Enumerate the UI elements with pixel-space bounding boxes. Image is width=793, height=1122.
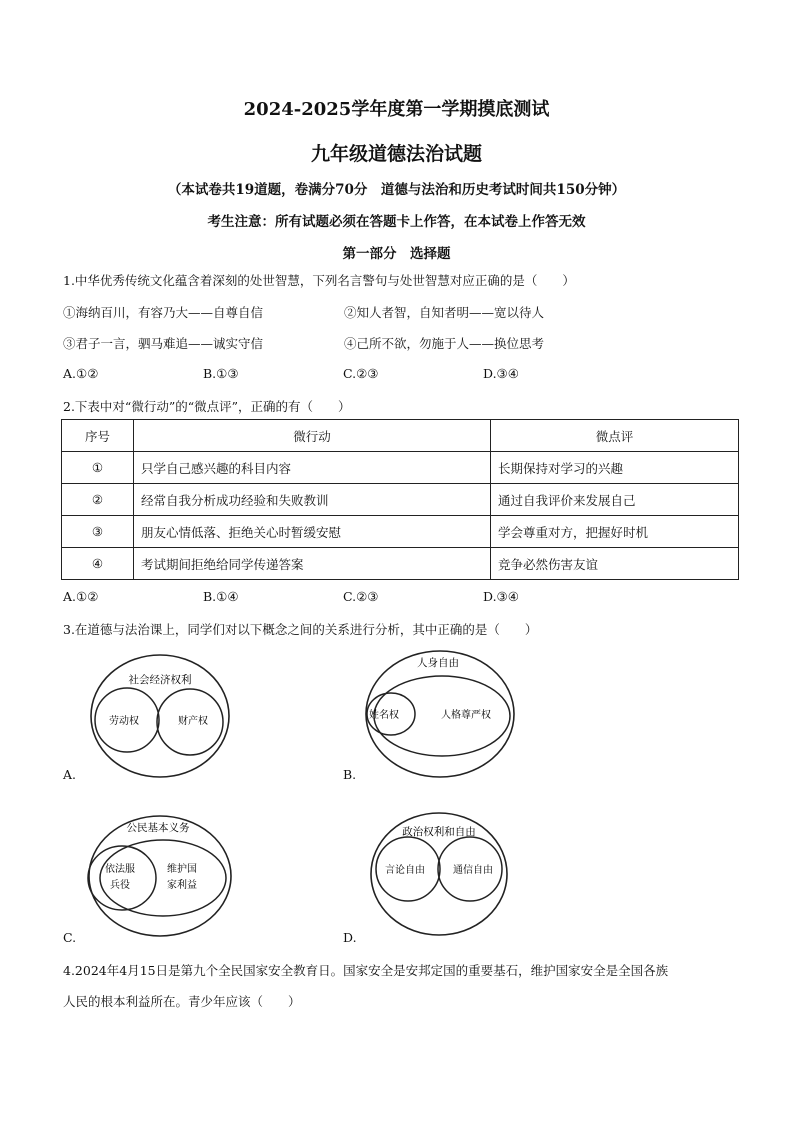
- q1-option-b: B.①③: [203, 366, 239, 381]
- venn-diagram-d: [362, 808, 517, 942]
- venn-diagram-c: [80, 810, 240, 942]
- q3-option-d-label: D.: [343, 930, 357, 945]
- q2-table: [61, 419, 739, 580]
- right-label-line1: 维护国: [167, 864, 197, 875]
- question-4-line1: 4.2024年4月15日是第九个全民国家安全教育日。国家安全是安邦定国的重要基石，维护国家安全是全国各族: [63, 963, 669, 978]
- left-label: 姓名权: [369, 710, 399, 721]
- exam-info: （本试卷共19道题，卷满分70分 道德与法治和历史考试时间共150分钟）: [167, 182, 626, 198]
- outer-circle: [89, 816, 231, 936]
- inner-ellipse-small: [88, 846, 156, 910]
- table-cell: 学会尊重对方，把握好时机: [491, 516, 739, 548]
- q2-option-d: D.③④: [483, 589, 519, 604]
- left-label-line2: 兵役: [110, 880, 130, 891]
- table-header-cell: 序号: [62, 420, 134, 452]
- q1-option-a: A.①②: [63, 366, 99, 381]
- q1-option-c: C.②③: [343, 366, 379, 381]
- section-title: 第一部分 选择题: [342, 246, 451, 262]
- venn-diagram-a: [80, 650, 240, 782]
- table-cell: 考试期间拒绝给同学传递答案: [134, 548, 491, 580]
- question-1-stem: 1.中华优秀传统文化蕴含着深刻的处世智慧，下列名言警句与处世智慧对应正确的是（ ）: [63, 273, 575, 288]
- left-label: 劳动权: [109, 716, 139, 727]
- right-label-line2: 家利益: [167, 880, 197, 891]
- table-cell: 竞争必然伤害友谊: [491, 548, 739, 580]
- table-row: [62, 484, 739, 516]
- q3-option-a-label: A.: [63, 767, 77, 782]
- q1-item-1: ①海纳百川，有容乃大——自尊自信: [63, 305, 264, 320]
- exam-subtitle: 九年级道德法治试题: [310, 143, 482, 165]
- q1-item-3: ③君子一言，驷马难追——诚实守信: [63, 336, 264, 351]
- exam-title: 2024-2025学年度第一学期摸底测试: [243, 99, 550, 120]
- table-cell: 经常自我分析成功经验和失败教训: [134, 484, 491, 516]
- table-cell: ③: [62, 516, 134, 548]
- outer-label: 人身自由: [417, 657, 459, 669]
- q3-option-b-label: B.: [343, 767, 357, 782]
- table-header-cell: 微行动: [134, 420, 491, 452]
- table-cell: 长期保持对学习的兴趣: [491, 452, 739, 484]
- question-4-line2: 人民的根本利益所在。青少年应该（ ）: [63, 994, 301, 1009]
- question-2-stem: 2.下表中对“微行动”的“微点评”，正确的有（ ）: [63, 399, 351, 414]
- q3-option-c-label: C.: [63, 930, 77, 945]
- table-cell: 朋友心情低落、拒绝关心时暂缓安慰: [134, 516, 491, 548]
- left-label-line1: 依法服: [105, 864, 135, 875]
- q1-item-2: ②知人者智，自知者明——宽以待人: [344, 305, 545, 320]
- table-header-cell: 微点评: [491, 420, 739, 452]
- q1-option-d: D.③④: [483, 366, 519, 381]
- venn-diagram-b: [360, 648, 520, 782]
- right-label: 人格尊严权: [441, 710, 491, 721]
- q2-option-b: B.①④: [203, 589, 239, 604]
- question-3-stem: 3.在道德与法治课上，同学们对以下概念之间的关系进行分析，其中正确的是（ ）: [63, 622, 538, 637]
- table-cell: ①: [62, 452, 134, 484]
- table-cell: 通过自我评价来发展自己: [491, 484, 739, 516]
- table-cell: ②: [62, 484, 134, 516]
- right-label: 通信自由: [453, 865, 493, 876]
- table-cell: ④: [62, 548, 134, 580]
- right-label: 财产权: [178, 716, 208, 727]
- outer-label: 公民基本义务: [126, 822, 190, 834]
- table-cell: 只学自己感兴趣的科目内容: [134, 452, 491, 484]
- table-row: [62, 452, 739, 484]
- table-row: [62, 548, 739, 580]
- inner-ellipse-large: [100, 840, 226, 916]
- table-row: [62, 516, 739, 548]
- outer-label: 政治权利和自由: [402, 826, 476, 838]
- exam-notice: 考生注意：所有试题必须在答题卡上作答，在本试卷上作答无效: [207, 214, 586, 230]
- left-label: 言论自由: [385, 865, 425, 876]
- table-header-row: [62, 420, 739, 452]
- q2-option-a: A.①②: [63, 589, 99, 604]
- outer-label: 社会经济权利: [128, 674, 192, 686]
- q2-option-c: C.②③: [343, 589, 379, 604]
- q1-item-4: ④己所不欲，勿施于人——换位思考: [344, 336, 545, 351]
